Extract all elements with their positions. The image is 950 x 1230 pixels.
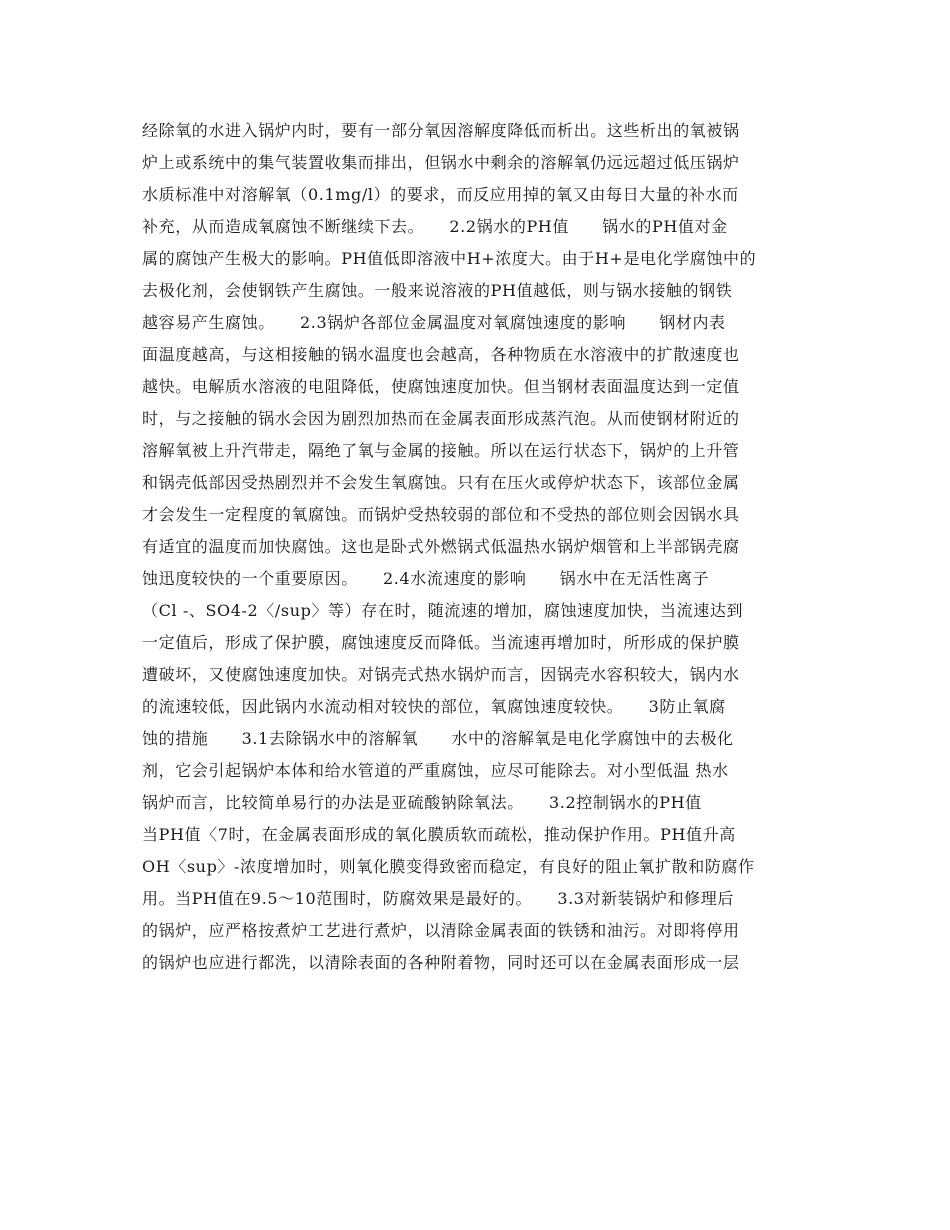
text-line: 越快。电解质水溶液的电阻降低，使腐蚀速度加快。但当钢材表面温度达到一定值 (142, 377, 740, 396)
text-line: 蚀的措施 3.1去除锅水中的溶解氧 水中的溶解氧是电化学腐蚀中的去极化 (142, 729, 734, 748)
text-line: 锅炉而言，比较简单易行的办法是亚硫酸钠除氧法。 3.2控制锅水的PH值 (142, 793, 702, 812)
text-line: （Cl -、SO4-2〈/sup〉等）存在时，随流速的增加，腐蚀速度加快，当流速达到 (142, 601, 744, 620)
text-line: 的流速较低，因此锅内水流动相对较快的部位，氧腐蚀速度较快。 3防止氧腐 (142, 697, 726, 716)
text-line: 去极化剂，会使钢铁产生腐蚀。一般来说溶液的PH值越低，则与锅水接触的钢铁 (142, 281, 733, 300)
text-line: 剂，它会引起锅炉本体和给水管道的严重腐蚀，应尽可能除去。对小型低温 热水 (142, 761, 729, 780)
text-line: 一定值后，形成了保护膜，腐蚀速度反而降低。当流速再增加时，所形成的保护膜 (142, 633, 740, 652)
text-line: 遭破坏，又使腐蚀速度加快。对锅壳式热水锅炉而言，因锅壳水容积较大，锅内水 (142, 665, 740, 684)
text-line: 有适宜的温度而加快腐蚀。这也是卧式外燃锅式低温热水锅炉烟管和上半部锅壳腐 (142, 537, 740, 556)
text-line: 的锅炉也应进行都洗，以清除表面的各种附着物，同时还可以在金属表面形成一层 (142, 953, 740, 972)
text-line: 才会发生一定程度的氧腐蚀。而锅炉受热较弱的部位和不受热的部位则会因锅水具 (142, 505, 740, 524)
text-line: 越容易产生腐蚀。 2.3锅炉各部位金属温度对氧腐蚀速度的影响 钢材内表 (142, 313, 726, 332)
text-line: 补充，从而造成氧腐蚀不断继续下去。 2.2锅水的PH值 锅水的PH值对金 (142, 217, 728, 236)
text-line: 属的腐蚀产生极大的影响。PH值低即溶液中H+浓度大。由于H+是电化学腐蚀中的 (142, 249, 757, 268)
text-line: 面温度越高，与这相接触的锅水温度也会越高，各种物质在水溶液中的扩散速度也 (142, 345, 740, 364)
text-line: 炉上或系统中的集气装置收集而排出，但锅水中剩余的溶解氧仍远远超过低压锅炉 (142, 153, 740, 172)
text-line: 水质标准中对溶解氧（0.1mg/l）的要求，而反应用掉的氧又由每日大量的补水而 (142, 185, 739, 204)
text-line: 当PH值〈7时，在金属表面形成的氧化膜质软而疏松，推动保护作用。PH值升高 (142, 825, 736, 844)
text-line: 用。当PH值在9.5～10范围时，防腐效果是最好的。 3.3对新装锅炉和修理后 (142, 889, 734, 908)
text-line: 的锅炉，应严格按煮炉工艺进行煮炉，以清除金属表面的铁锈和油污。对即将停用 (142, 921, 740, 940)
body-text (142, 115, 812, 979)
text-line: 时，与之接触的锅水会因为剧烈加热而在金属表面形成蒸汽泡。从而使钢材附近的 (142, 409, 740, 428)
text-line: 溶解氧被上升汽带走，隔绝了氧与金属的接触。所以在运行状态下，锅炉的上升管 (142, 441, 740, 460)
text-line: 经除氧的水进入锅炉内时，要有一部分氧因溶解度降低而析出。这些析出的氧被锅 (142, 121, 740, 140)
text-line: OH〈sup〉-浓度增加时，则氧化膜变得致密而稳定，有良好的阻止氧扩散和防腐作 (142, 857, 755, 876)
text-line: 和锅壳低部因受热剧烈并不会发生氧腐蚀。只有在压火或停炉状态下，该部位金属 (142, 473, 740, 492)
text-line: 蚀迅度较快的一个重要原因。 2.4水流速度的影响 锅水中在无活性离子 (142, 569, 710, 588)
